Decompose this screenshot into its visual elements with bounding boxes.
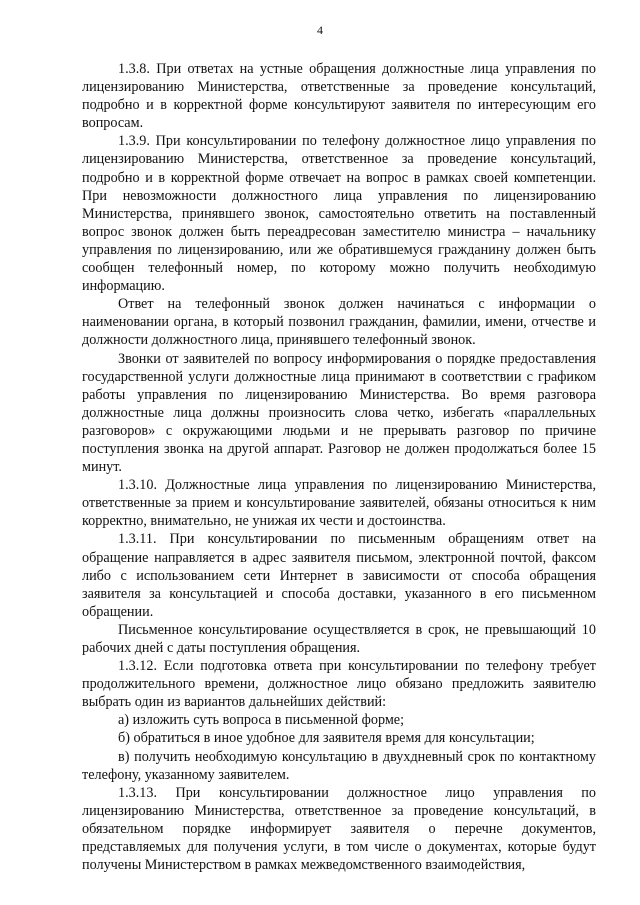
paragraph-1-3-10: 1.3.10. Должностные лица управления по лицензированию Министерства, ответственные за прием и консультирование заявителей, обязаны относиться к ним корректно, внимательно, не унижая их чести и достоинства. xyxy=(82,477,596,530)
document-body xyxy=(82,60,596,874)
paragraph-phone-answer: Ответ на телефонный звонок должен начинаться с информации о наименовании органа, в который позвонил гражданин, фамилии, имени, отчестве и должности должностного лица, принявшего телефонный звонок. xyxy=(82,296,596,349)
paragraph-1-3-12: 1.3.12. Если подготовка ответа при консультировании по телефону требует продолжительного времени, должностное лицо обязано предложить заявителю выбрать один из вариантов дальнейших действий: xyxy=(82,658,596,711)
paragraph-written-consulting: Письменное консультирование осуществляется в срок, не превышающий 10 рабочих дней с даты поступления обращения. xyxy=(82,621,596,656)
page-number: 4 xyxy=(317,23,323,37)
paragraph-1-3-13: 1.3.13. При консультировании должностное лицо управления по лицензированию Министерства, ответственное за проведение консультаций, в обязательном порядке информирует заявителя о перечне документов, представляемых для получения услуги, в том числе о документах, которые будут получены Министерством в рамках межведомственного взаимодействия, xyxy=(82,784,596,874)
paragraph-1-3-8: 1.3.8. При ответах на устные обращения должностные лица управления по лицензированию Министерства, ответственные за проведение консультаций, подробно и в корректной форме консультируют заявителя по интересующим его вопросам. xyxy=(82,61,596,132)
list-item-a: а) изложить суть вопроса в письменной форме; xyxy=(118,712,405,729)
list-item-v: в) получить необходимую консультацию в двухдневный срок по контактному телефону, указанному заявителем. xyxy=(82,748,596,783)
list-item-b: б) обратиться в иное удобное для заявителя время для консультации; xyxy=(118,730,535,747)
paragraph-1-3-9: 1.3.9. При консультировании по телефону должностное лицо управления по лицензированию Министерства, ответственное за проведение консультаций, подробно и в корректной форме отвечает на вопрос в рамках своей компетенции. При невозможности должностного лица управления по лицензированию Министерства, принявшего звонок, самостоятельно ответить на поставленный вопрос звонок должен быть переадресован заместителю министра – начальнику управления по лицензированию, или же обратившемуся гражданину должен быть сообщен телефонный номер, по которому можно получить необходимую информацию. xyxy=(82,133,596,295)
paragraph-calls: Звонки от заявителей по вопросу информирования о порядке предоставления государственной услуги должностные лица принимают в соответствии с графиком работы управления по лицензированию Министерства. Во время разговора должностные лица должны произносить слова четко, избегать «параллельных разговоров» с окружающими людьми и не прерывать разговор по причине поступления звонка на другой аппарат. Разговор не должен продолжаться более 15 минут. xyxy=(82,350,596,476)
paragraph-1-3-11: 1.3.11. При консультировании по письменным обращениям ответ на обращение направляется в адрес заявителя письмом, электронной почтой, факсом либо с использованием сети Интернет в зависимости от способа обращения заявителя за консультацией и способа доставки, указанного в его письменном обращении. xyxy=(82,531,596,620)
